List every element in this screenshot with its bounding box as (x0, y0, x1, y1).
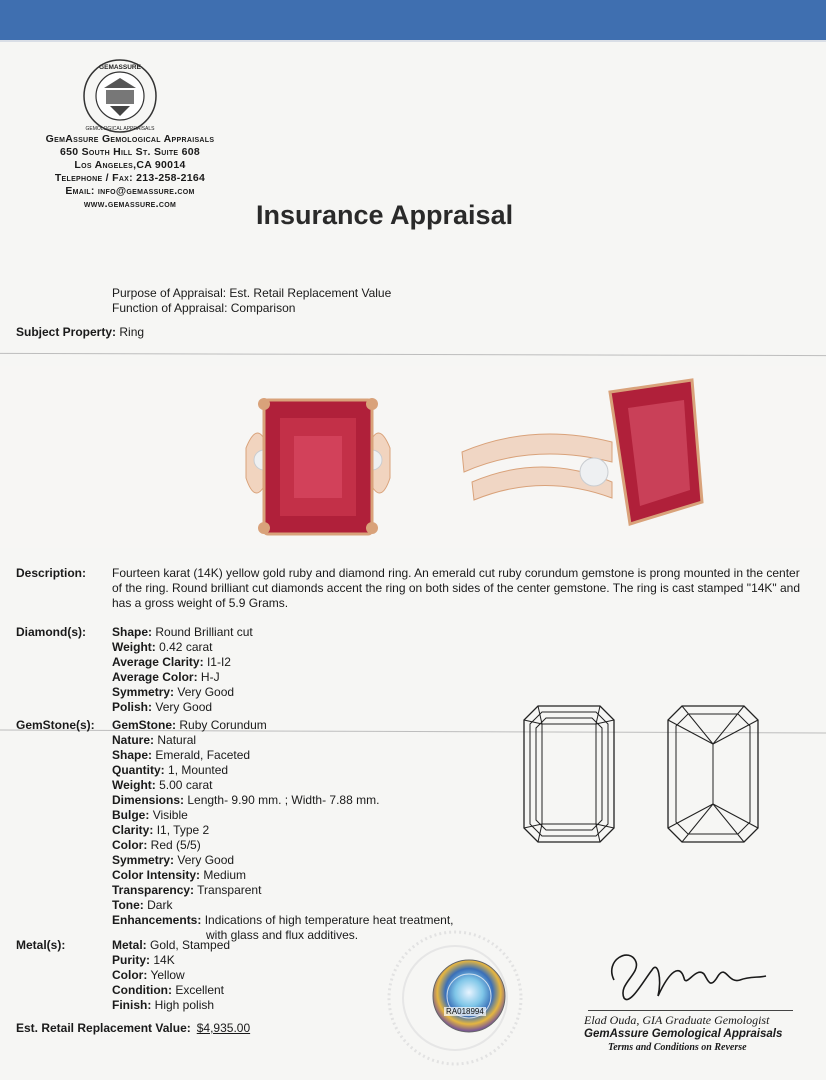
description-label: Description: (16, 566, 87, 580)
signature (600, 940, 770, 1010)
gem-color: Color: Red (5/5) (112, 838, 201, 852)
function-line: Function of Appraisal: Comparison (112, 301, 296, 315)
gem-clarity: Clarity: I1, Type 2 (112, 823, 210, 837)
metal-label: Metal(s): (16, 938, 66, 952)
purpose-block (112, 286, 391, 316)
diamonds-label: Diamond(s): (16, 625, 86, 639)
header-bar (0, 0, 826, 40)
gemstone-label: GemStone(s): (16, 718, 95, 732)
scan-line (0, 353, 826, 356)
company-logo (82, 58, 158, 134)
header-bar-edge (0, 40, 826, 42)
svg-text:GEMOLOGICAL APPRAISALS: GEMOLOGICAL APPRAISALS (85, 126, 155, 132)
gem-quantity: Quantity: 1, Mounted (112, 763, 229, 777)
subject-value: Ring (119, 325, 145, 339)
gem-symmetry: Symmetry: Very Good (112, 853, 235, 867)
metal-condition: Condition: Excellent (112, 983, 225, 997)
appraiser-name: Elad Ouda, GIA Graduate Gemologist (584, 1013, 770, 1027)
ring-photos (0, 366, 826, 548)
gem-shape: Shape: Emerald, Faceted (112, 748, 251, 762)
metal-finish: Finish: High polish (112, 998, 215, 1012)
purpose-line: Purpose of Appraisal: Est. Retail Replacement Value (112, 286, 392, 300)
hologram-sticker (431, 958, 507, 1034)
diamond-clarity: Average Clarity: I1-I2 (112, 655, 231, 669)
gem-color-intensity: Color Intensity: Medium (112, 868, 247, 882)
diamonds-attributes (112, 625, 253, 715)
metal-color: Color: Yellow (112, 968, 185, 982)
metal-type: Metal: Gold, Stamped (112, 938, 231, 952)
appraiser-company: GemAssure Gemological Appraisals (584, 1028, 783, 1040)
company-city: Los Angeles,CA 90014 (74, 159, 186, 171)
company-email: Email: info@gemassure.com (65, 185, 195, 197)
gem-enhancements-cont: with glass and flux additives. (206, 928, 359, 942)
est-value-label: Est. Retail Replacement Value: (16, 1021, 191, 1035)
diamond-polish: Polish: Very Good (112, 700, 213, 714)
gem-enhancements: Enhancements: Indications of high temperature heat treatment, (112, 913, 454, 927)
ring-photo-front (238, 378, 398, 548)
emerald-cut-pavilion-diagram (666, 704, 760, 844)
gem-bulge: Bulge: Visible (112, 808, 188, 822)
est-retail-value (16, 1021, 250, 1035)
description-text: Fourteen karat (14K) yellow gold ruby and diamond ring. An emerald cut ruby corundum gemstone is prong mounted in the center of the ring. Round brilliant cut diamonds accent the ring on both sides of the center gemstone. The ring is cast stamped "14K" and has a gross weight of 5.9 Grams. (112, 566, 801, 610)
diamond-weight: Weight: 0.42 carat (112, 640, 213, 654)
signature-line (588, 1010, 793, 1011)
est-value-amount: $4,935.00 (196, 1021, 251, 1035)
gem-dimensions: Dimensions: Length- 9.90 mm. ; Width- 7.88 mm. (112, 793, 380, 807)
metal-purity: Purity: 14K (112, 953, 175, 967)
hologram-number: RA018994 (446, 1007, 484, 1016)
gem-nature: Nature: Natural (112, 733, 197, 747)
page-title: Insurance Appraisal (256, 200, 514, 230)
company-phone: Telephone / Fax: 213-258-2164 (54, 172, 206, 184)
diamond-symmetry: Symmetry: Very Good (112, 685, 235, 699)
company-address (10, 133, 250, 211)
diamond-shape: Shape: Round Brilliant cut (112, 625, 253, 639)
subject-label: Subject Property: (16, 325, 117, 339)
subject-property (16, 325, 144, 339)
terms-note: Terms and Conditions on Reverse (608, 1042, 747, 1053)
company-name: GemAssure Gemological Appraisals (45, 133, 215, 145)
gemstone-attributes (112, 718, 454, 943)
diamond-color: Average Color: H-J (112, 670, 220, 684)
company-website: www.gemassure.com (83, 198, 177, 210)
gem-tone: Tone: Dark (112, 898, 173, 912)
ring-photo-side (452, 372, 712, 548)
gem-weight: Weight: 5.00 carat (112, 778, 213, 792)
svg-text:GEMASSURE: GEMASSURE (99, 64, 141, 71)
appraiser-block (584, 1013, 782, 1055)
emerald-cut-crown-diagram (522, 704, 616, 844)
gem-type: GemStone: Ruby Corundum (112, 718, 267, 732)
metal-attributes (112, 938, 230, 1013)
company-street: 650 South Hill St. Suite 608 (59, 146, 201, 158)
gem-transparency: Transparency: Transparent (112, 883, 262, 897)
